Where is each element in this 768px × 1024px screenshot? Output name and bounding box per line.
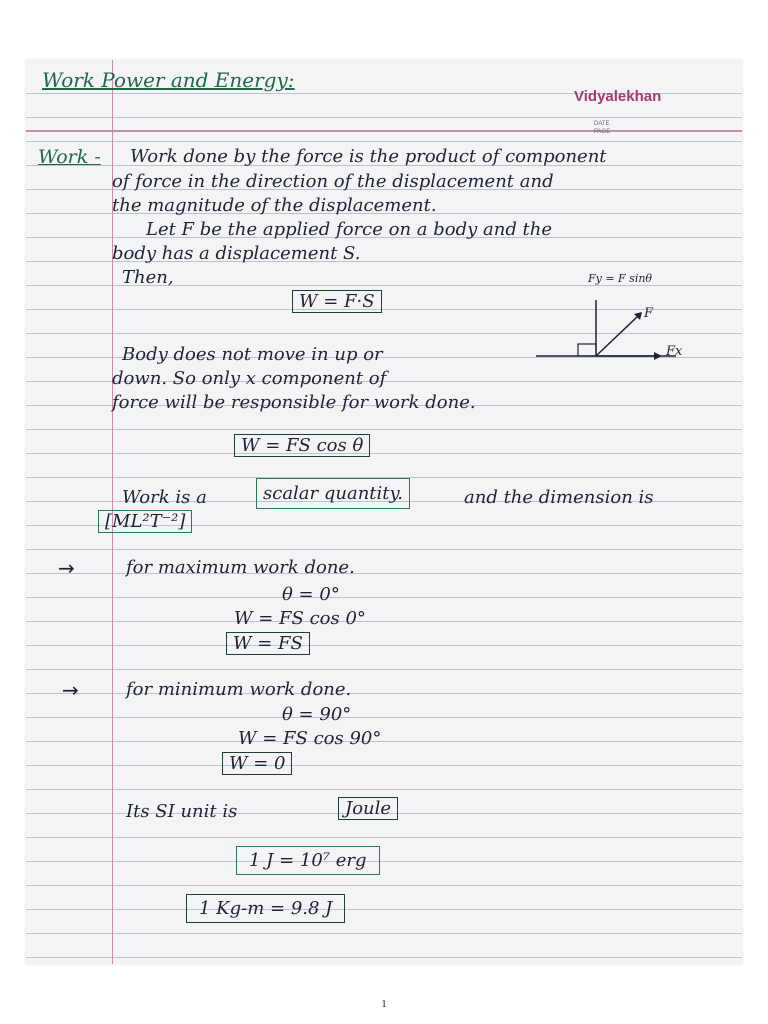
force-vector: [596, 316, 638, 356]
scalar-prefix: Work is a: [122, 487, 207, 508]
minimum-heading: for minimum work done.: [126, 679, 352, 700]
minimum-theta: θ = 90°: [282, 704, 352, 725]
conversion-joule-erg: 1 J = 10⁷ erg: [236, 846, 380, 875]
maximum-expression: W = FS cos 0°: [234, 608, 366, 629]
formula-work-fscos: W = FS cos θ: [234, 434, 370, 457]
formula-work-fs: W = F·S: [292, 290, 382, 313]
date-page-labels: [594, 120, 610, 136]
page-title: Work Power and Energy:: [42, 68, 295, 92]
minimum-expression: W = FS cos 90°: [238, 728, 382, 749]
maximum-result: W = FS: [226, 632, 310, 655]
si-unit-joule: Joule: [338, 797, 398, 820]
definition-line-4: Let F be the applied force on a body and the: [146, 219, 553, 240]
explain-line-3: force will be responsible for work done.: [112, 392, 476, 413]
conversion-kgm-joule: 1 Kg-m = 9.8 J: [186, 894, 345, 923]
diagram-fy-label: Fy = F sinθ: [588, 272, 653, 285]
then-text: Then,: [122, 267, 174, 288]
definition-line-1: Work done by the force is the product of component: [130, 146, 607, 167]
definition-line-3: the magnitude of the displacement.: [112, 195, 437, 216]
body-block: [578, 344, 596, 356]
arrow-minimum-icon: →: [62, 678, 79, 702]
scalar-suffix: and the dimension is: [464, 487, 654, 508]
page-label: PAGE: [594, 129, 611, 135]
dimension-box: [ML²T⁻²]: [98, 510, 192, 533]
minimum-result: W = 0: [222, 752, 292, 775]
header-rule: [26, 130, 742, 132]
definition-line-2: of force in the direction of the displacement and: [112, 171, 554, 192]
explain-line-1: Body does not move in up or: [122, 344, 383, 365]
scalar-quantity-box: scalar quantity.: [256, 478, 410, 509]
page-number: 1: [381, 998, 387, 1010]
brand-logo: Vidyalekhan: [574, 88, 662, 105]
notebook-page: [26, 60, 742, 964]
arrow-maximum-icon: →: [58, 556, 75, 580]
maximum-heading: for maximum work done.: [126, 557, 355, 578]
diagram-f-label: F: [644, 306, 654, 321]
fx-arrowhead: [654, 352, 662, 360]
si-unit-text: Its SI unit is: [126, 801, 238, 822]
definition-line-5: body has a displacement S.: [112, 243, 361, 264]
maximum-theta: θ = 0°: [282, 584, 340, 605]
diagram-fx-label: Fx: [666, 344, 683, 359]
work-label: Work -: [38, 146, 101, 168]
explain-line-2: down. So only x component of: [112, 368, 387, 389]
date-label: DATE: [594, 121, 610, 127]
